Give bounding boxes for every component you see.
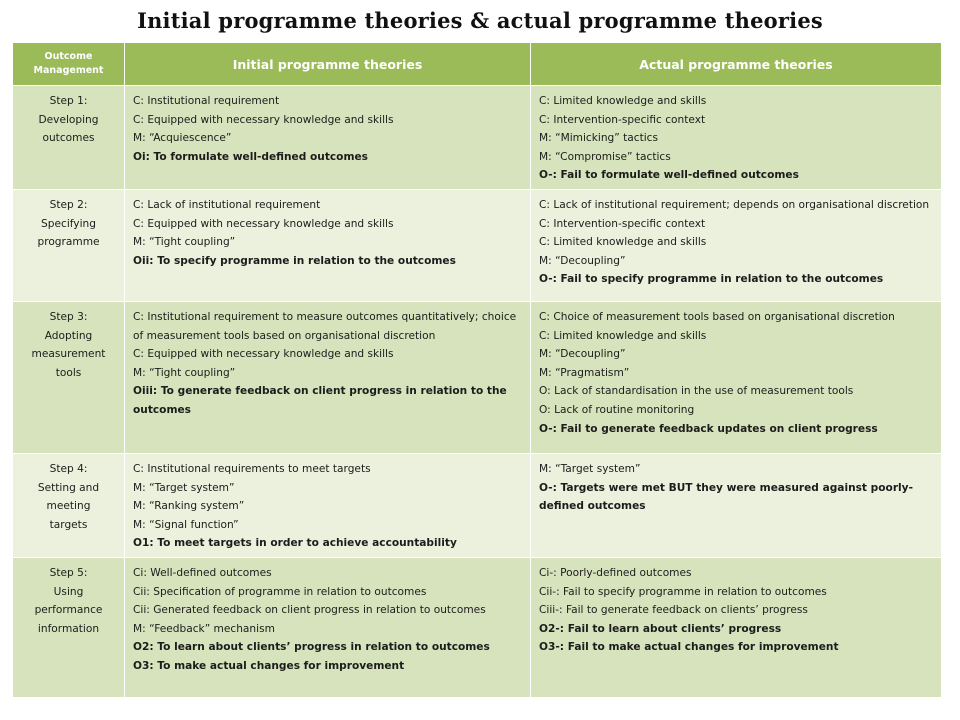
step-label-line: Step 3: [49, 311, 88, 323]
table-row [13, 454, 942, 558]
step-label-line: targets [49, 518, 88, 531]
table-body [13, 86, 942, 698]
outcome-line: Oiii: To generate feedback on client progress in relation to the outcomes [133, 385, 507, 416]
outcome-line: O3: To make actual changes for improvement [133, 659, 405, 672]
theory-line: O: Lack of standardisation in the use of measurement tools [539, 385, 854, 398]
programme-theories-table [12, 42, 942, 698]
theory-line: M: “Ranking system” [133, 500, 245, 513]
theory-line: C: Limited knowledge and skills [539, 236, 707, 249]
actual-theory-cell [531, 190, 942, 302]
theory-line: Cii: Generated feedback on client progress in relation to outcomes [133, 604, 486, 617]
initial-theory-cell [125, 558, 531, 698]
theory-line: C: Limited knowledge and skills [539, 329, 707, 342]
step-label-line: Setting and [37, 481, 100, 494]
table-row [13, 86, 942, 190]
header-actual-theories: Actual programme theories [531, 43, 942, 86]
theory-line: M: “Tight coupling” [133, 236, 236, 249]
header-initial-theories: Initial programme theories [125, 43, 531, 86]
initial-theory-cell [125, 86, 531, 190]
table-header-row [13, 43, 942, 86]
theory-line: M: “Target system” [539, 463, 641, 475]
theory-line: M: “Feedback” mechanism [133, 622, 275, 635]
theory-line: C: Equipped with necessary knowledge and skills [133, 348, 394, 361]
initial-theory-cell [125, 190, 531, 302]
theory-line: Ciii-: Fail to generate feedback on clients’ progress [539, 604, 808, 617]
step-label-line: performance [34, 604, 103, 617]
header-outcome-management: Outcome Management [13, 43, 125, 86]
theory-line: C: Intervention-specific context [539, 217, 706, 230]
actual-theory-cell [531, 86, 942, 190]
table-row [13, 558, 942, 698]
theory-line: M: “Decoupling” [539, 254, 626, 267]
theory-line: Cii-: Fail to specify programme in relation to outcomes [539, 585, 827, 598]
theory-line: C: Institutional requirement to measure outcomes quantitatively; choice of measurement tools based on organisational discretion [133, 311, 517, 342]
initial-theory-cell [125, 454, 531, 558]
step-cell [13, 558, 125, 698]
table-row [13, 302, 942, 454]
theory-line: M: “Compromise” tactics [539, 150, 671, 163]
outcome-line: O2-: Fail to learn about clients’ progress [539, 622, 782, 635]
theory-line: M: “Tight coupling” [133, 366, 236, 379]
theory-line: M: “Target system” [133, 481, 235, 494]
theory-line: C: Intervention-specific context [539, 113, 706, 126]
theory-line: Cii: Specification of programme in relation to outcomes [133, 585, 427, 598]
theory-line: Ci-: Poorly-defined outcomes [539, 567, 692, 579]
step-label-line: outcomes [42, 132, 95, 145]
step-cell [13, 454, 125, 558]
step-cell [13, 302, 125, 454]
initial-theory-cell [125, 302, 531, 454]
step-label-line: Specifying [41, 217, 96, 230]
step-label-line: meeting [46, 500, 91, 513]
step-label-line: Step 4: [49, 463, 88, 475]
outcome-line: O1: To meet targets in order to achieve accountability [133, 537, 457, 550]
step-label-line: measurement [31, 348, 106, 361]
step-label-line: Step 1: [49, 95, 88, 107]
step-label-line: Adopting [44, 329, 93, 342]
slide-title: Initial programme theories & actual programme theories [137, 8, 823, 33]
outcome-line: O-: Targets were met BUT they were measured against poorly-defined outcomes [539, 481, 913, 513]
step-label-line: information [37, 622, 100, 635]
step-label-line: programme [37, 236, 100, 249]
theory-line: O: Lack of routine monitoring [539, 403, 695, 416]
theory-line: C: Limited knowledge and skills [539, 95, 707, 107]
outcome-line: O-: Fail to generate feedback updates on client progress [539, 422, 878, 435]
theory-line: M: “Mimicking” tactics [539, 132, 659, 145]
outcome-line: O-: Fail to formulate well-defined outcomes [539, 169, 799, 182]
step-label-line: Step 2: [49, 199, 88, 211]
outcome-line: O2: To learn about clients’ progress in relation to outcomes [133, 641, 490, 654]
actual-theory-cell [531, 454, 942, 558]
step-cell [13, 190, 125, 302]
theory-line: C: Equipped with necessary knowledge and skills [133, 113, 394, 126]
outcome-line: Oii: To specify programme in relation to the outcomes [133, 254, 456, 267]
theory-line: Ci: Well-defined outcomes [133, 567, 272, 579]
outcome-line: Oi: To formulate well-defined outcomes [133, 150, 368, 163]
outcome-line: O3-: Fail to make actual changes for improvement [539, 641, 839, 654]
theory-line: M: “Pragmatism” [539, 366, 630, 379]
actual-theory-cell [531, 558, 942, 698]
actual-theory-cell [531, 302, 942, 454]
theory-line: C: Lack of institutional requirement [133, 199, 321, 211]
theory-line: C: Institutional requirement [133, 95, 280, 107]
theory-line: C: Institutional requirements to meet targets [133, 463, 371, 475]
step-cell [13, 86, 125, 190]
step-label-line: tools [55, 366, 82, 379]
step-label-line: Step 5: [49, 567, 88, 579]
theory-line: C: Lack of institutional requirement; depends on organisational discretion [539, 199, 930, 211]
theory-line: M: “Signal function” [133, 518, 239, 531]
theory-line: C: Choice of measurement tools based on organisational discretion [539, 311, 895, 323]
step-label-line: Developing [38, 113, 99, 126]
theory-line: C: Equipped with necessary knowledge and skills [133, 217, 394, 230]
theory-line: M: “Decoupling” [539, 348, 626, 361]
outcome-line: O-: Fail to specify programme in relation to the outcomes [539, 273, 884, 286]
step-label-line: Using [53, 585, 84, 598]
table-row [13, 190, 942, 302]
theory-line: M: “Acquiescence” [133, 132, 232, 145]
